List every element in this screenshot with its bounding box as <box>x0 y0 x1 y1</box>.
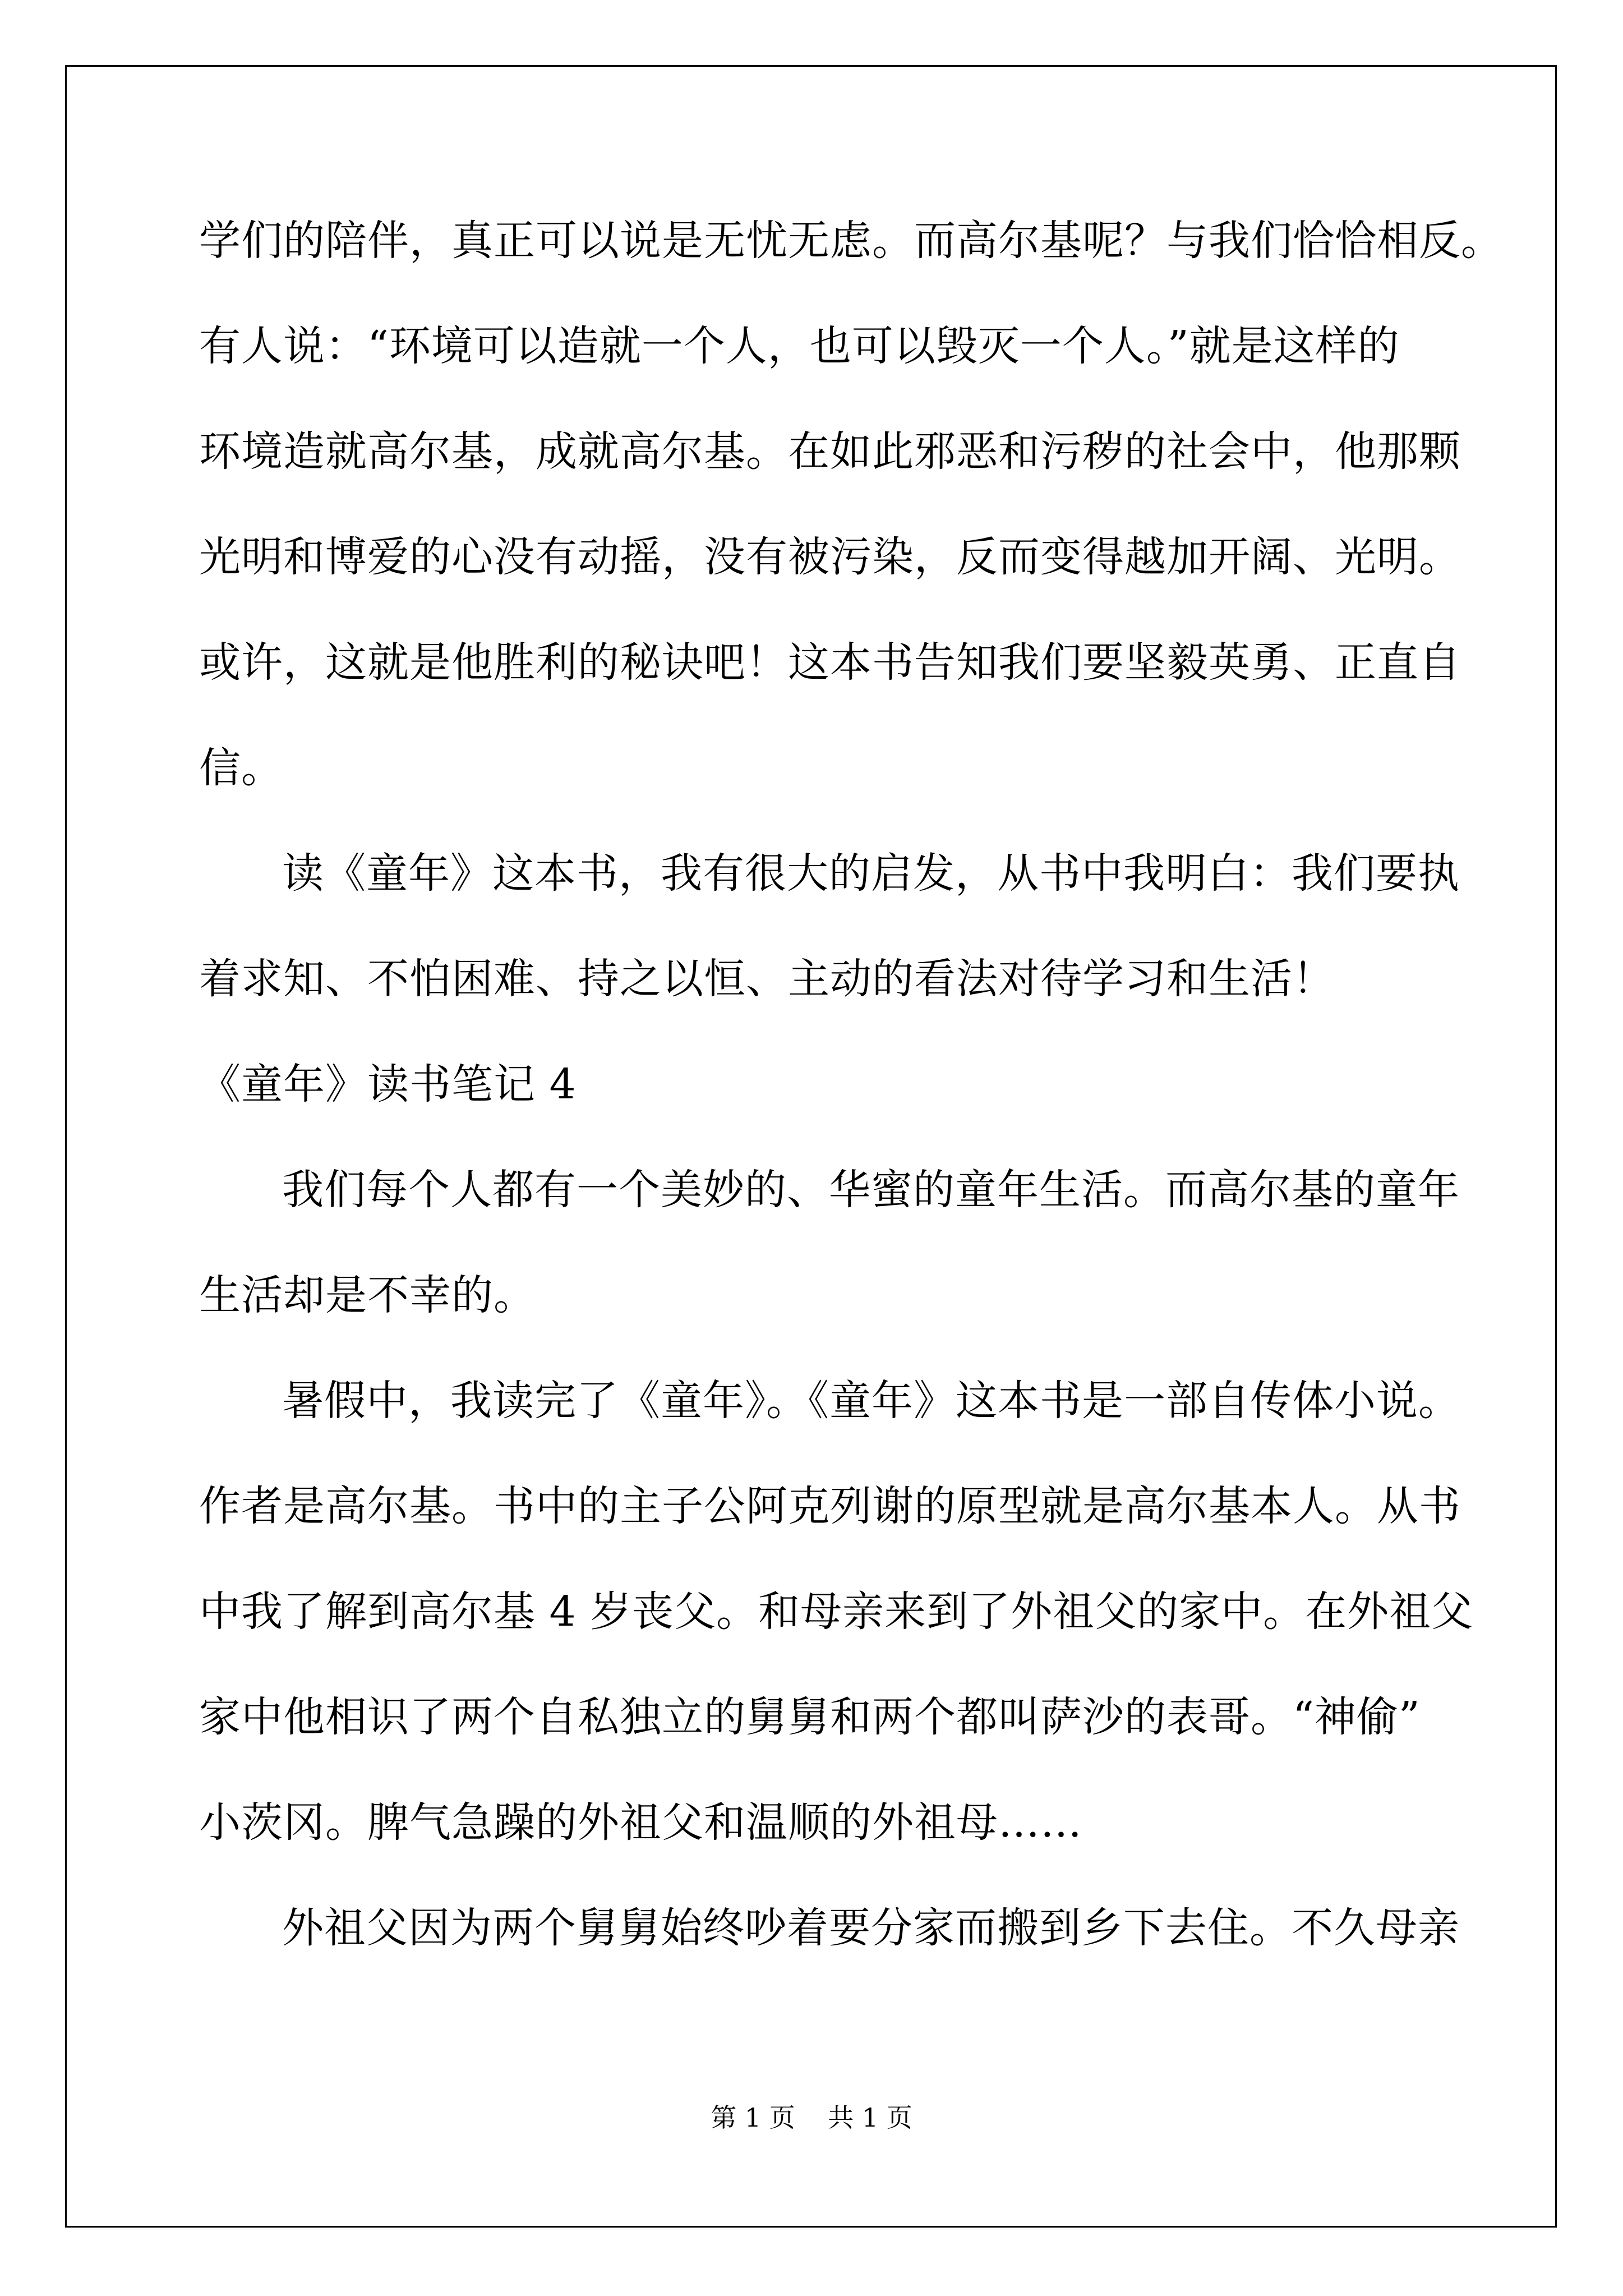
text-line: 有人说：“环境可以造就一个人，也可以毁灭一个人。”就是这样的 <box>199 322 1400 370</box>
text-line: 暑假中，我读完了《童年》。《童年》这本书是一部自传体小说。 <box>282 1377 1460 1425</box>
text-line: 光明和博爱的心没有动摇，没有被污染，反而变得越加开阔、光明。 <box>199 533 1461 581</box>
text-line: 或许，这就是他胜利的秘诀吧！这本书告知我们要坚毅英勇、正直自 <box>199 638 1461 687</box>
section-heading: 《童年》读书笔记 4 <box>199 1060 577 1108</box>
text-line: 信。 <box>199 744 283 792</box>
text-line: 环境造就高尔基，成就高尔基。在如此邪恶和污秽的社会中，他那颗 <box>199 427 1461 476</box>
page-footer: 第 1 页 共 1 页 <box>711 2102 912 2133</box>
text-line: 作者是高尔基。书中的主子公阿克列谢的原型就是高尔基本人。从书 <box>199 1482 1461 1530</box>
text-line: 小茨冈。脾气急躁的外祖父和温顺的外祖母…… <box>199 1798 1082 1847</box>
text-line: 中我了解到高尔基 4 岁丧父。和母亲来到了外祖父的家中。在外祖父 <box>199 1588 1474 1636</box>
text-line: 家中他相识了两个自私独立的舅舅和两个都叫萨沙的表哥。“神偷” <box>199 1693 1421 1741</box>
text-line: 学们的陪伴，真正可以说是无忧无虑。而高尔基呢？与我们恰恰相反。 <box>199 217 1503 265</box>
text-line: 读《童年》这本书，我有很大的启发，从书中我明白：我们要执 <box>282 849 1460 898</box>
text-line: 着求知、不怕困难、持之以恒、主动的看法对待学习和生活！ <box>199 955 1335 1003</box>
text-line: 生活却是不幸的。 <box>199 1271 536 1319</box>
text-line: 外祖父因为两个舅舅始终吵着要分家而搬到乡下去住。不久母亲 <box>282 1904 1460 1952</box>
text-line: 我们每个人都有一个美妙的、华蜜的童年生活。而高尔基的童年 <box>282 1166 1460 1214</box>
document-body <box>199 188 1503 1981</box>
